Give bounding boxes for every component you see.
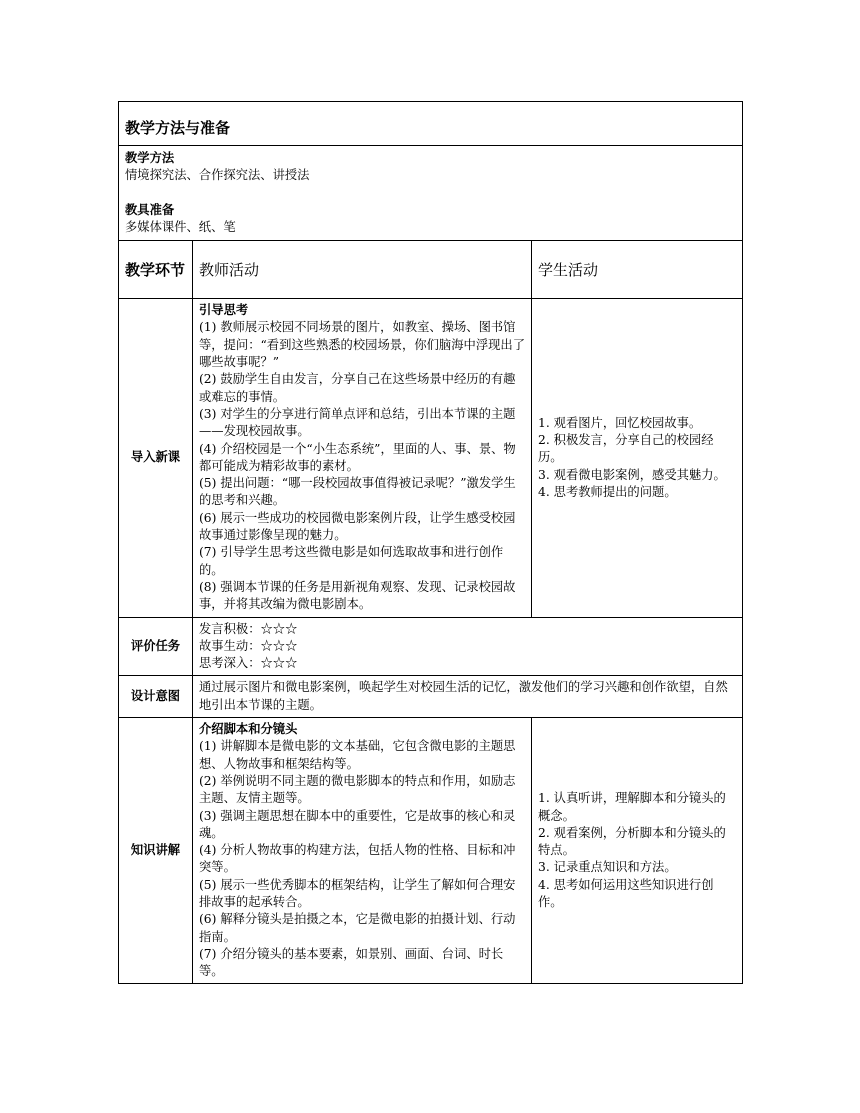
header-row xyxy=(119,241,743,299)
knowledge-teacher-item: (4) 分析人物故事的构建方法，包括人物的性格、目标和冲突等。 xyxy=(199,843,516,875)
intro-teacher-item: (3) 对学生的分享进行简单点评和总结，引出本节课的主题——发现校园故事。 xyxy=(199,406,516,439)
intro-teacher-title: 引导思考 xyxy=(199,303,249,318)
knowledge-student-item: 1. 认真听讲，理解脚本和分镜头的概念。 xyxy=(538,791,726,823)
eval-row xyxy=(119,617,743,676)
eval-item: 思考深入：☆☆☆ xyxy=(199,656,298,671)
header-stage: 教学环节 xyxy=(119,241,193,299)
design-row xyxy=(119,676,743,718)
knowledge-student-item: 4. 思考如何运用这些知识进行创作。 xyxy=(538,877,714,909)
intro-student-item: 2. 积极发言，分享自己的校园经历。 xyxy=(538,432,714,465)
knowledge-student-cell xyxy=(532,718,743,984)
intro-teacher-cell xyxy=(193,299,532,617)
knowledge-stage: 知识讲解 xyxy=(119,718,193,984)
prep-text: 多媒体课件、纸、笔 xyxy=(125,219,236,234)
section-title-row xyxy=(119,102,743,146)
intro-student-item: 1. 观看图片，回忆校园故事。 xyxy=(538,415,702,430)
knowledge-teacher-item: (5) 展示一些优秀脚本的框架结构，让学生了解如何合理安排故事的起承转合。 xyxy=(199,877,516,909)
intro-stage: 导入新课 xyxy=(119,299,193,617)
design-cell xyxy=(193,676,743,718)
eval-item: 发言积极：☆☆☆ xyxy=(199,621,298,636)
knowledge-teacher-item: (7) 介绍分镜头的基本要素，如景别、画面、台词、时长等。 xyxy=(199,946,504,979)
intro-row xyxy=(119,299,743,617)
eval-stage: 评价任务 xyxy=(119,617,193,676)
header-teacher: 教师活动 xyxy=(193,241,532,299)
knowledge-teacher-item: (3) 强调主题思想在脚本中的重要性，它是故事的核心和灵魂。 xyxy=(199,808,516,840)
intro-teacher-item: (4) 介绍校园是一个“小生态系统”，里面的人、事、景、物都可能成为精彩故事的素材。 xyxy=(199,441,516,473)
knowledge-teacher-title: 介绍脚本和分镜头 xyxy=(199,722,298,737)
intro-teacher-item: (5) 提出问题：“哪一段校园故事值得被记录呢？”激发学生的思考和兴趣。 xyxy=(199,476,516,508)
eval-cell xyxy=(193,617,743,676)
knowledge-teacher-item: (6) 解释分镜头是拍摄之本，它是微电影的拍摄计划、行动指南。 xyxy=(199,912,516,944)
knowledge-row xyxy=(119,718,743,984)
intro-student-item: 4. 思考教师提出的问题。 xyxy=(538,484,677,499)
intro-teacher-item: (2) 鼓励学生自由发言，分享自己在这些场景中经历的有趣或难忘的事情。 xyxy=(199,372,516,404)
intro-teacher-item: (7) 引导学生思考这些微电影是如何选取故事和进行创作的。 xyxy=(199,545,504,577)
intro-student-item: 3. 观看微电影案例，感受其魅力。 xyxy=(538,467,726,482)
methods-prep-row xyxy=(119,146,743,241)
knowledge-teacher-item: (1) 讲解脚本是微电影的文本基础，它包含微电影的主题思想、人物故事和框架结构等。 xyxy=(199,739,516,771)
design-stage: 设计意图 xyxy=(119,676,193,718)
knowledge-teacher-cell xyxy=(193,718,532,984)
lesson-plan-table xyxy=(118,101,743,984)
intro-teacher-item: (8) 强调本节课的任务是用新视角观察、发现、记录校园故事，并将其改编为微电影剧本。 xyxy=(199,579,516,612)
eval-item: 故事生动：☆☆☆ xyxy=(199,638,298,653)
lesson-plan-page xyxy=(118,101,742,984)
methods-text: 情境探究法、合作探究法、讲授法 xyxy=(125,168,310,183)
prep-label: 教具准备 xyxy=(125,202,175,217)
design-text: 通过展示图片和微电影案例，唤起学生对校园生活的记忆，激发他们的学习兴趣和创作欲望，自然地引出本节课的主题。 xyxy=(199,680,728,712)
knowledge-student-item: 2. 观看案例，分析脚本和分镜头的特点。 xyxy=(538,825,726,858)
methods-label: 教学方法 xyxy=(125,151,175,165)
intro-student-cell xyxy=(532,299,743,617)
knowledge-teacher-item: (2) 举例说明不同主题的微电影脚本的特点和作用，如励志主题、友情主题等。 xyxy=(199,773,516,806)
knowledge-student-item: 3. 记录重点知识和方法。 xyxy=(538,860,677,875)
header-student: 学生活动 xyxy=(532,241,743,299)
intro-teacher-item: (1) 教师展示校园不同场景的图片，如教室、操场、图书馆等，提问：“看到这些熟悉的校园场景，你们脑海中浮现出了哪些故事呢？” xyxy=(199,320,526,370)
intro-teacher-item: (6) 展示一些成功的校园微电影案例片段，让学生感受校园故事通过影像呈现的魅力。 xyxy=(199,510,516,543)
section-title: 教学方法与准备 xyxy=(119,102,743,146)
